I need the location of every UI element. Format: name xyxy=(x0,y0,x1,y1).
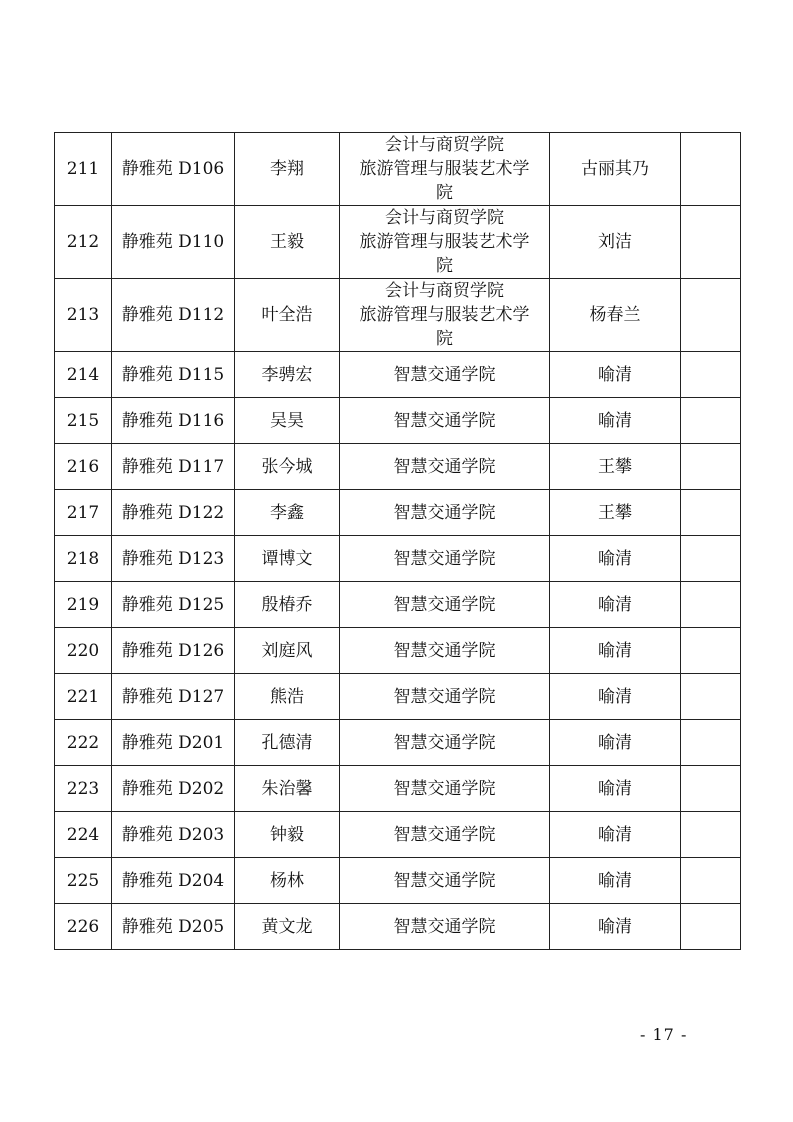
row-number-cell: 219 xyxy=(55,582,112,628)
teacher-cell: 喻清 xyxy=(550,536,681,582)
dormitory-roster-table xyxy=(54,132,741,950)
college-line: 智慧交通学院 xyxy=(393,548,496,569)
college-cell xyxy=(340,766,550,812)
remarks-cell xyxy=(681,352,741,398)
student-name-cell: 叶全浩 xyxy=(235,279,340,352)
dormitory-cell: 静雅苑 D123 xyxy=(112,536,235,582)
remarks-cell xyxy=(681,398,741,444)
student-name-cell: 孔德清 xyxy=(235,720,340,766)
row-number-cell: 214 xyxy=(55,352,112,398)
student-name-cell: 殷椿乔 xyxy=(235,582,340,628)
student-name-cell: 熊浩 xyxy=(235,674,340,720)
student-name-cell: 王毅 xyxy=(235,206,340,279)
remarks-cell xyxy=(681,904,741,950)
table-row xyxy=(55,133,741,206)
remarks-cell xyxy=(681,766,741,812)
student-name-cell: 李鑫 xyxy=(235,490,340,536)
teacher-cell: 喻清 xyxy=(550,904,681,950)
remarks-cell xyxy=(681,674,741,720)
college-line: 智慧交通学院 xyxy=(393,410,496,431)
student-name-cell: 刘庭风 xyxy=(235,628,340,674)
college-cell xyxy=(340,444,550,490)
roster-table-body xyxy=(55,133,741,950)
dormitory-cell: 静雅苑 D115 xyxy=(112,352,235,398)
teacher-cell: 古丽其乃 xyxy=(550,133,681,206)
college-cell xyxy=(340,674,550,720)
remarks-cell xyxy=(681,279,741,352)
row-number-cell: 224 xyxy=(55,812,112,858)
college-line: 会计与商贸学院 xyxy=(385,208,504,228)
page-number: - 17 - xyxy=(640,1025,688,1044)
remarks-cell xyxy=(681,206,741,279)
remarks-cell xyxy=(681,720,741,766)
dormitory-cell: 静雅苑 D127 xyxy=(112,674,235,720)
remarks-cell xyxy=(681,812,741,858)
teacher-cell: 喻清 xyxy=(550,858,681,904)
college-line: 智慧交通学院 xyxy=(393,640,496,661)
college-line: 院 xyxy=(436,329,453,349)
college-line: 智慧交通学院 xyxy=(393,502,496,523)
teacher-cell: 喻清 xyxy=(550,674,681,720)
remarks-cell xyxy=(681,444,741,490)
dormitory-cell: 静雅苑 D204 xyxy=(112,858,235,904)
college-cell xyxy=(340,720,550,766)
college-line: 智慧交通学院 xyxy=(393,364,496,385)
row-number-cell: 225 xyxy=(55,858,112,904)
college-cell xyxy=(340,206,550,279)
teacher-cell: 刘洁 xyxy=(550,206,681,279)
row-number-cell: 226 xyxy=(55,904,112,950)
teacher-cell: 王攀 xyxy=(550,444,681,490)
teacher-cell: 喻清 xyxy=(550,720,681,766)
teacher-cell: 王攀 xyxy=(550,490,681,536)
college-cell xyxy=(340,352,550,398)
dormitory-cell: 静雅苑 D117 xyxy=(112,444,235,490)
remarks-cell xyxy=(681,582,741,628)
row-number-cell: 216 xyxy=(55,444,112,490)
dormitory-cell: 静雅苑 D116 xyxy=(112,398,235,444)
table-row xyxy=(55,490,741,536)
college-line: 智慧交通学院 xyxy=(393,686,496,707)
remarks-cell xyxy=(681,133,741,206)
dormitory-cell: 静雅苑 D202 xyxy=(112,766,235,812)
teacher-cell: 杨春兰 xyxy=(550,279,681,352)
student-name-cell: 吴昊 xyxy=(235,398,340,444)
college-line: 智慧交通学院 xyxy=(393,870,496,891)
row-number-cell: 218 xyxy=(55,536,112,582)
dormitory-cell: 静雅苑 D201 xyxy=(112,720,235,766)
remarks-cell xyxy=(681,628,741,674)
college-line: 智慧交通学院 xyxy=(393,594,496,615)
college-line: 智慧交通学院 xyxy=(393,778,496,799)
teacher-cell: 喻清 xyxy=(550,628,681,674)
college-cell xyxy=(340,279,550,352)
student-name-cell: 朱治馨 xyxy=(235,766,340,812)
college-line: 智慧交通学院 xyxy=(393,824,496,845)
student-name-cell: 李翔 xyxy=(235,133,340,206)
college-cell xyxy=(340,904,550,950)
remarks-cell xyxy=(681,490,741,536)
student-name-cell: 钟毅 xyxy=(235,812,340,858)
college-line: 会计与商贸学院 xyxy=(385,281,504,301)
row-number-cell: 220 xyxy=(55,628,112,674)
college-line: 旅游管理与服装艺术学 xyxy=(359,232,530,252)
teacher-cell: 喻清 xyxy=(550,582,681,628)
table-row xyxy=(55,206,741,279)
table-row xyxy=(55,444,741,490)
dormitory-cell: 静雅苑 D125 xyxy=(112,582,235,628)
teacher-cell: 喻清 xyxy=(550,766,681,812)
row-number-cell: 212 xyxy=(55,206,112,279)
teacher-cell: 喻清 xyxy=(550,398,681,444)
college-line: 院 xyxy=(436,183,453,203)
college-cell xyxy=(340,582,550,628)
row-number-cell: 215 xyxy=(55,398,112,444)
college-cell xyxy=(340,628,550,674)
college-line: 智慧交通学院 xyxy=(393,916,496,937)
college-cell xyxy=(340,812,550,858)
dormitory-cell: 静雅苑 D205 xyxy=(112,904,235,950)
table-row xyxy=(55,766,741,812)
dormitory-cell: 静雅苑 D203 xyxy=(112,812,235,858)
college-line: 院 xyxy=(436,256,453,276)
row-number-cell: 221 xyxy=(55,674,112,720)
college-line: 智慧交通学院 xyxy=(393,732,496,753)
student-name-cell: 杨林 xyxy=(235,858,340,904)
teacher-cell: 喻清 xyxy=(550,352,681,398)
table-row xyxy=(55,904,741,950)
college-cell xyxy=(340,133,550,206)
college-line: 旅游管理与服装艺术学 xyxy=(359,305,530,325)
row-number-cell: 217 xyxy=(55,490,112,536)
row-number-cell: 222 xyxy=(55,720,112,766)
college-cell xyxy=(340,858,550,904)
dormitory-cell: 静雅苑 D122 xyxy=(112,490,235,536)
row-number-cell: 211 xyxy=(55,133,112,206)
student-name-cell: 李骋宏 xyxy=(235,352,340,398)
remarks-cell xyxy=(681,858,741,904)
college-cell xyxy=(340,536,550,582)
teacher-cell: 喻清 xyxy=(550,812,681,858)
table-row xyxy=(55,398,741,444)
table-row xyxy=(55,279,741,352)
dormitory-cell: 静雅苑 D106 xyxy=(112,133,235,206)
remarks-cell xyxy=(681,536,741,582)
table-row xyxy=(55,628,741,674)
college-cell xyxy=(340,490,550,536)
college-line: 会计与商贸学院 xyxy=(385,135,504,155)
table-row xyxy=(55,582,741,628)
table-row xyxy=(55,674,741,720)
row-number-cell: 223 xyxy=(55,766,112,812)
table-row xyxy=(55,858,741,904)
college-line: 智慧交通学院 xyxy=(393,456,496,477)
row-number-cell: 213 xyxy=(55,279,112,352)
table-row xyxy=(55,536,741,582)
table-row xyxy=(55,812,741,858)
student-name-cell: 张今城 xyxy=(235,444,340,490)
college-line: 旅游管理与服装艺术学 xyxy=(359,159,530,179)
student-name-cell: 黄文龙 xyxy=(235,904,340,950)
college-cell xyxy=(340,398,550,444)
table-row xyxy=(55,352,741,398)
dormitory-cell: 静雅苑 D110 xyxy=(112,206,235,279)
table-row xyxy=(55,720,741,766)
dormitory-cell: 静雅苑 D112 xyxy=(112,279,235,352)
dormitory-cell: 静雅苑 D126 xyxy=(112,628,235,674)
student-name-cell: 谭博文 xyxy=(235,536,340,582)
